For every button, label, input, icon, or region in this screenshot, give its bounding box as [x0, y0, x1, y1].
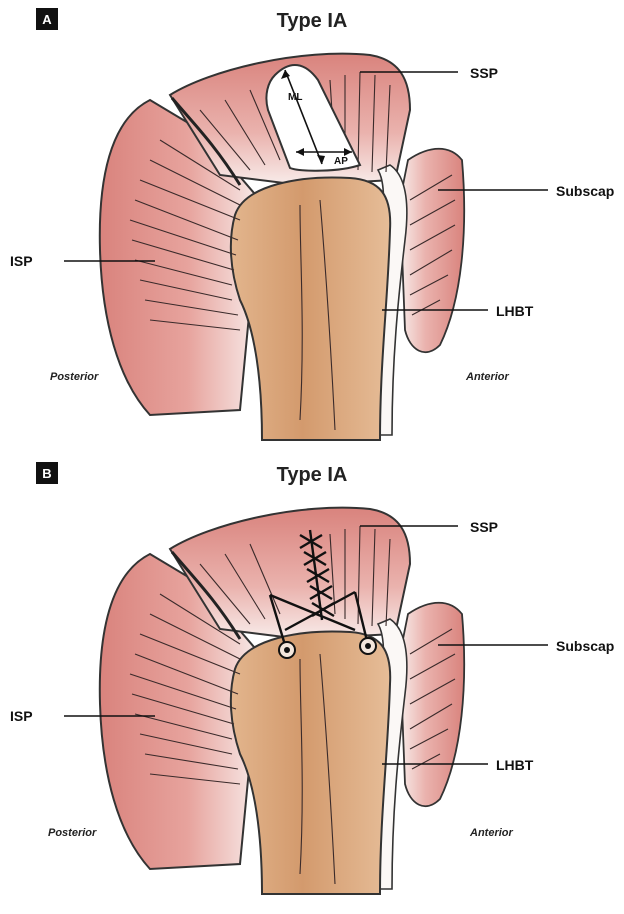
panel-a-lhbt-label: LHBT: [496, 303, 534, 319]
panel-a-anterior-label: Anterior: [466, 371, 509, 383]
panel-b-badge-text: B: [42, 466, 52, 481]
panel-a-badge-text: A: [42, 12, 52, 27]
panel-a-subscap-label: Subscap: [556, 183, 615, 199]
panel-b-lhbt-label: LHBT: [496, 757, 534, 773]
panel-b-ssp-label: SSP: [470, 519, 499, 535]
panel-a-isp-label: ISP: [10, 253, 33, 269]
panel-b-anterior-label: Anterior: [470, 827, 513, 839]
ap-label: AP: [334, 156, 348, 167]
panel-b-subscap-label: Subscap: [556, 638, 615, 654]
panel-b: [10, 462, 614, 894]
panel-a-title: Type IA: [276, 10, 348, 32]
panel-b-title: Type IA: [276, 464, 348, 486]
panel-a: [10, 8, 614, 440]
ml-label: ML: [288, 92, 303, 103]
panel-a-ssp-label: SSP: [470, 65, 499, 81]
panel-b-anatomy-drawing: [100, 508, 464, 894]
panel-b-posterior-label: Posterior: [48, 827, 97, 839]
panel-a-posterior-label: Posterior: [50, 371, 99, 383]
panel-b-isp-label: ISP: [10, 708, 33, 724]
